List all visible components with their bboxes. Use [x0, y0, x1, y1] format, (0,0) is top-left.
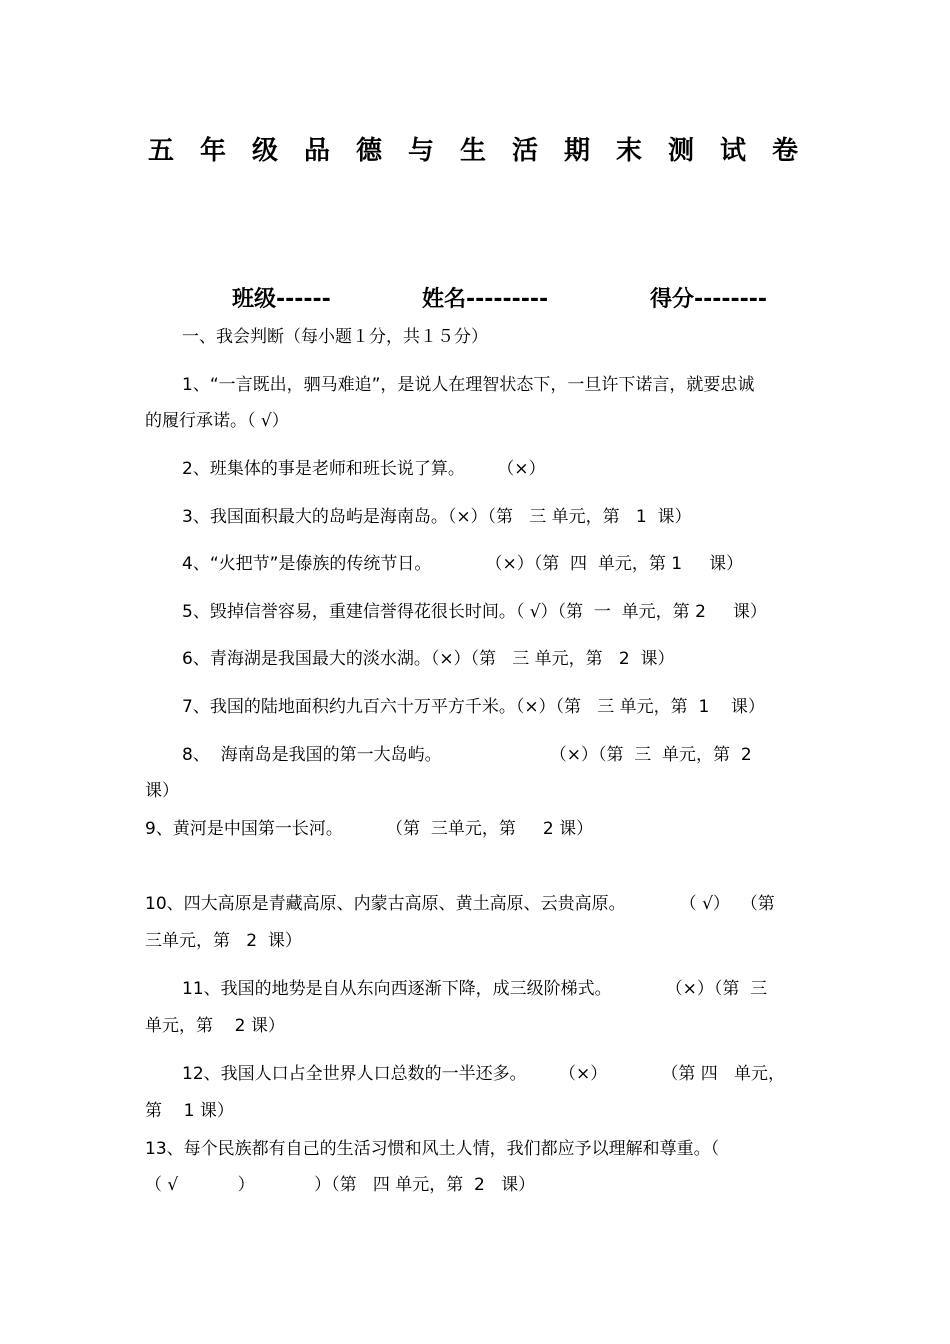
question-4: 4、“火把节”是傣族的传统节日。 （×）（第 四 单元，第 1 课）	[182, 554, 744, 574]
question-2: 2、班集体的事是老师和班长说了算。 （×）	[182, 459, 546, 479]
question-13-line-1: 13、每个民族都有自己的生活习惯和风土人情，我们都应予以理解和尊重。（	[145, 1139, 720, 1159]
question-5: 5、毁掉信誉容易，重建信誉得花很长时间。（ √）（第 一 单元，第 2 课）	[182, 602, 767, 622]
score-field-label: 得分--------	[650, 287, 768, 312]
question-13-line-2: （ √ ） ）（第 四 单元，第 2 课）	[145, 1175, 536, 1195]
question-8-line-2: 课）	[145, 781, 179, 801]
question-8-line-1: 8、 海南岛是我国的第一大岛屿。 （×）（第 三 单元，第 2	[182, 745, 752, 765]
question-7: 7、我国的陆地面积约九百六十万平方千米。（×）（第 三 单元，第 1 课）	[182, 697, 765, 717]
question-1-line-1: 1、“一言既出，驷马难追”，是说人在理智状态下，一旦许下诺言，就要忠诚	[182, 375, 755, 395]
question-1-line-2: 的履行承诺。（ √）	[145, 411, 289, 431]
section-heading: 一、我会判断（每小题１分，共１５分）	[182, 327, 488, 347]
question-10-line-1: 10、四大高原是青藏高原、内蒙古高原、黄土高原、云贵高原。 （ √） （第	[145, 894, 775, 914]
question-12-line-2: 第 1 课）	[145, 1101, 234, 1121]
question-10-line-2: 三单元，第 2 课）	[145, 931, 302, 951]
name-field-label: 姓名---------	[422, 287, 549, 312]
question-12-line-1: 12、我国人口占全世界人口总数的一半还多。 （×） （第 四 单元，	[182, 1064, 785, 1084]
question-11-line-1: 11、我国的地势是自从东向西逐渐下降，成三级阶梯式。 （×）（第 三	[182, 979, 768, 999]
question-9: 9、黄河是中国第一长河。 （第 三单元，第 2 课）	[145, 819, 594, 839]
class-field-label: 班级------	[232, 287, 331, 312]
question-11-line-2: 单元，第 2 课）	[145, 1016, 285, 1036]
page-title: 五年级品德与生活期末测试卷	[148, 136, 825, 166]
question-3: 3、我国面积最大的岛屿是海南岛。（×）（第 三 单元，第 1 课）	[182, 507, 692, 527]
question-6: 6、青海湖是我国最大的淡水湖。（×）（第 三 单元，第 2 课）	[182, 649, 675, 669]
